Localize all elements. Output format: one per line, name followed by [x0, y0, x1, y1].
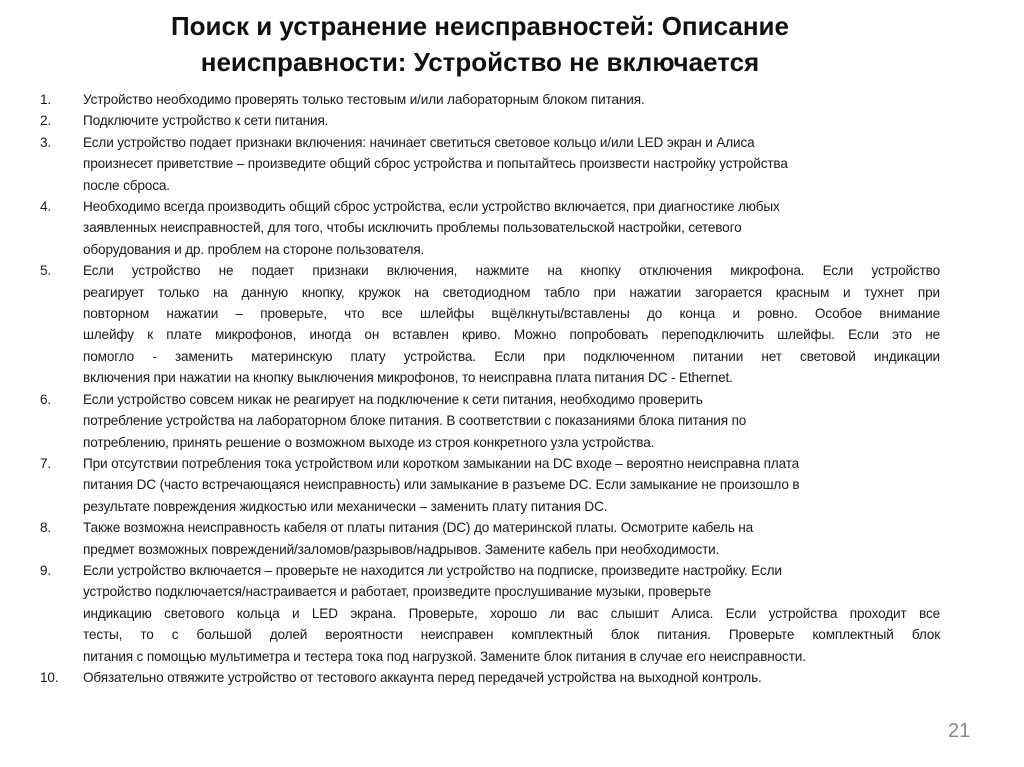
list-item-number: 5.	[40, 263, 52, 279]
list-item	[40, 110, 940, 131]
list-item-number: 4.	[40, 199, 52, 215]
list-item-number: 8.	[40, 520, 52, 536]
list-item-text-line: повторном нажатии – проверьте, что все шлейфы вщёлкнуты/вставлены до конца и ровно. Особое внимание	[83, 306, 940, 322]
list-item-number: 2.	[40, 113, 52, 129]
list-item	[40, 389, 940, 453]
page-number: 21	[948, 720, 971, 742]
list-item	[40, 560, 940, 667]
slide-title-line-2: неисправности: Устройство не включается	[200, 47, 760, 77]
list-item-number: 6.	[40, 391, 52, 407]
list-item-text-line: питания с помощью мультиметра и тестера тока под нагрузкой. Замените блок питания в случае его неисправности.	[83, 648, 806, 664]
list-item-text-line: потреблению, принять решение о возможном выходе из строя конкретного узла устройства.	[83, 434, 655, 450]
list-item-text-line: Необходимо всегда производить общий сброс устройства, если устройство включается, при диагностике любых	[83, 199, 780, 215]
list-item-text-line: тесты, то с большой долей вероятности неисправен комплектный блок питания. Проверьте комплектный блок	[83, 627, 940, 643]
list-item-text-line: Если устройство включается – проверьте не находится ли устройство на подписке, произведите настройку. Если	[83, 562, 782, 578]
list-item-text-line: питания DC (часто встречающаяся неисправность) или замыкание в разъеме DC. Если замыкание не произошло в	[83, 477, 800, 493]
list-item-text-line: Также возможна неисправность кабеля от платы питания (DC) до материнской платы. Осмотрите кабель на	[83, 520, 754, 536]
list-item-text-line: Устройство необходимо проверять только тестовым и/или лабораторным блоком питания.	[83, 92, 645, 107]
troubleshooting-steps-list	[40, 89, 940, 688]
list-item-number: 10.	[40, 669, 59, 685]
list-item-text-line: оборудования и др. проблем на стороне пользователя.	[83, 241, 425, 257]
list-item-number: 7.	[40, 455, 52, 471]
list-item-text-line: Подключите устройство к сети питания.	[83, 113, 329, 129]
list-item-text-line: индикацию светового кольца и LED экрана. Проверьте, хорошо ли вас слышит Алиса. Если устройства проходит все	[83, 605, 940, 621]
list-item	[40, 453, 940, 517]
list-item-number: 3.	[40, 134, 52, 150]
list-item-text-line: Если устройство подает признаки включения: начинает светиться световое кольцо и/или LED экран и Алиса	[83, 134, 755, 150]
list-item-text-line: помогло - заменить материнскую плату устройства. Если при подключенном питании нет световой индикации	[83, 348, 940, 364]
list-item-text-line: шлейфу к плате микрофонов, иногда он вставлен криво. Можно попробовать переподключить шлейфы. Если это не	[83, 327, 940, 343]
list-item-text-line: устройство подключается/настраивается и работает, произведите прослушивание музыки, проверьте	[83, 584, 712, 600]
list-item	[40, 89, 940, 110]
list-item-text-line: Обязательно отвяжите устройство от тестового аккаунта перед передачей устройства на выходной контроль.	[83, 669, 762, 685]
list-item	[40, 667, 940, 688]
slide-title	[40, 8, 920, 80]
list-item-text-line: включения при нажатии на кнопку выключения микрофонов, то неисправна плата питания DC - Ethernet.	[83, 370, 733, 386]
list-item-number: 1.	[40, 92, 52, 107]
list-item-text-line: произнесет приветствие – произведите общий сброс устройства и попытайтесь произвести настройку устройства	[83, 156, 788, 172]
list-item-text-line: предмет возможных повреждений/заломов/разрывов/надрывов. Замените кабель при необходимости.	[83, 541, 720, 557]
list-item-text-line: реагирует только на данную кнопку, кружок на светодиодном табло при нажатии загорается красным и тухнет при	[83, 284, 940, 300]
list-item-text-line: Если устройство совсем никак не реагирует на подключение к сети питания, необходимо проверить	[83, 391, 703, 407]
list-item-text-line: потребление устройства на лабораторном блоке питания. В соответствии с показаниями блока питания по	[83, 413, 747, 429]
slide-title-line-1: Поиск и устранение неисправностей: Описание	[170, 11, 790, 41]
list-item	[40, 132, 940, 196]
list-item	[40, 260, 940, 388]
list-item	[40, 196, 940, 260]
list-item-text-line: При отсутствии потребления тока устройством или коротком замыкании на DC входе – вероятно неисправна плата	[83, 455, 800, 471]
list-item-text-line: заявленных неисправностей, для того, чтобы исключить проблемы пользовательской настройки, сетевого	[83, 220, 742, 236]
list-item-number: 9.	[40, 562, 52, 578]
list-item	[40, 517, 940, 560]
list-item-text-line: после сброса.	[83, 177, 170, 193]
list-item-text-line: Если устройство не подает признаки включения, нажмите на кнопку отключения микрофона. Если устройство	[83, 263, 940, 279]
list-item-text-line: результате повреждения жидкостью или механически – заменить плату питания DC.	[83, 498, 608, 514]
